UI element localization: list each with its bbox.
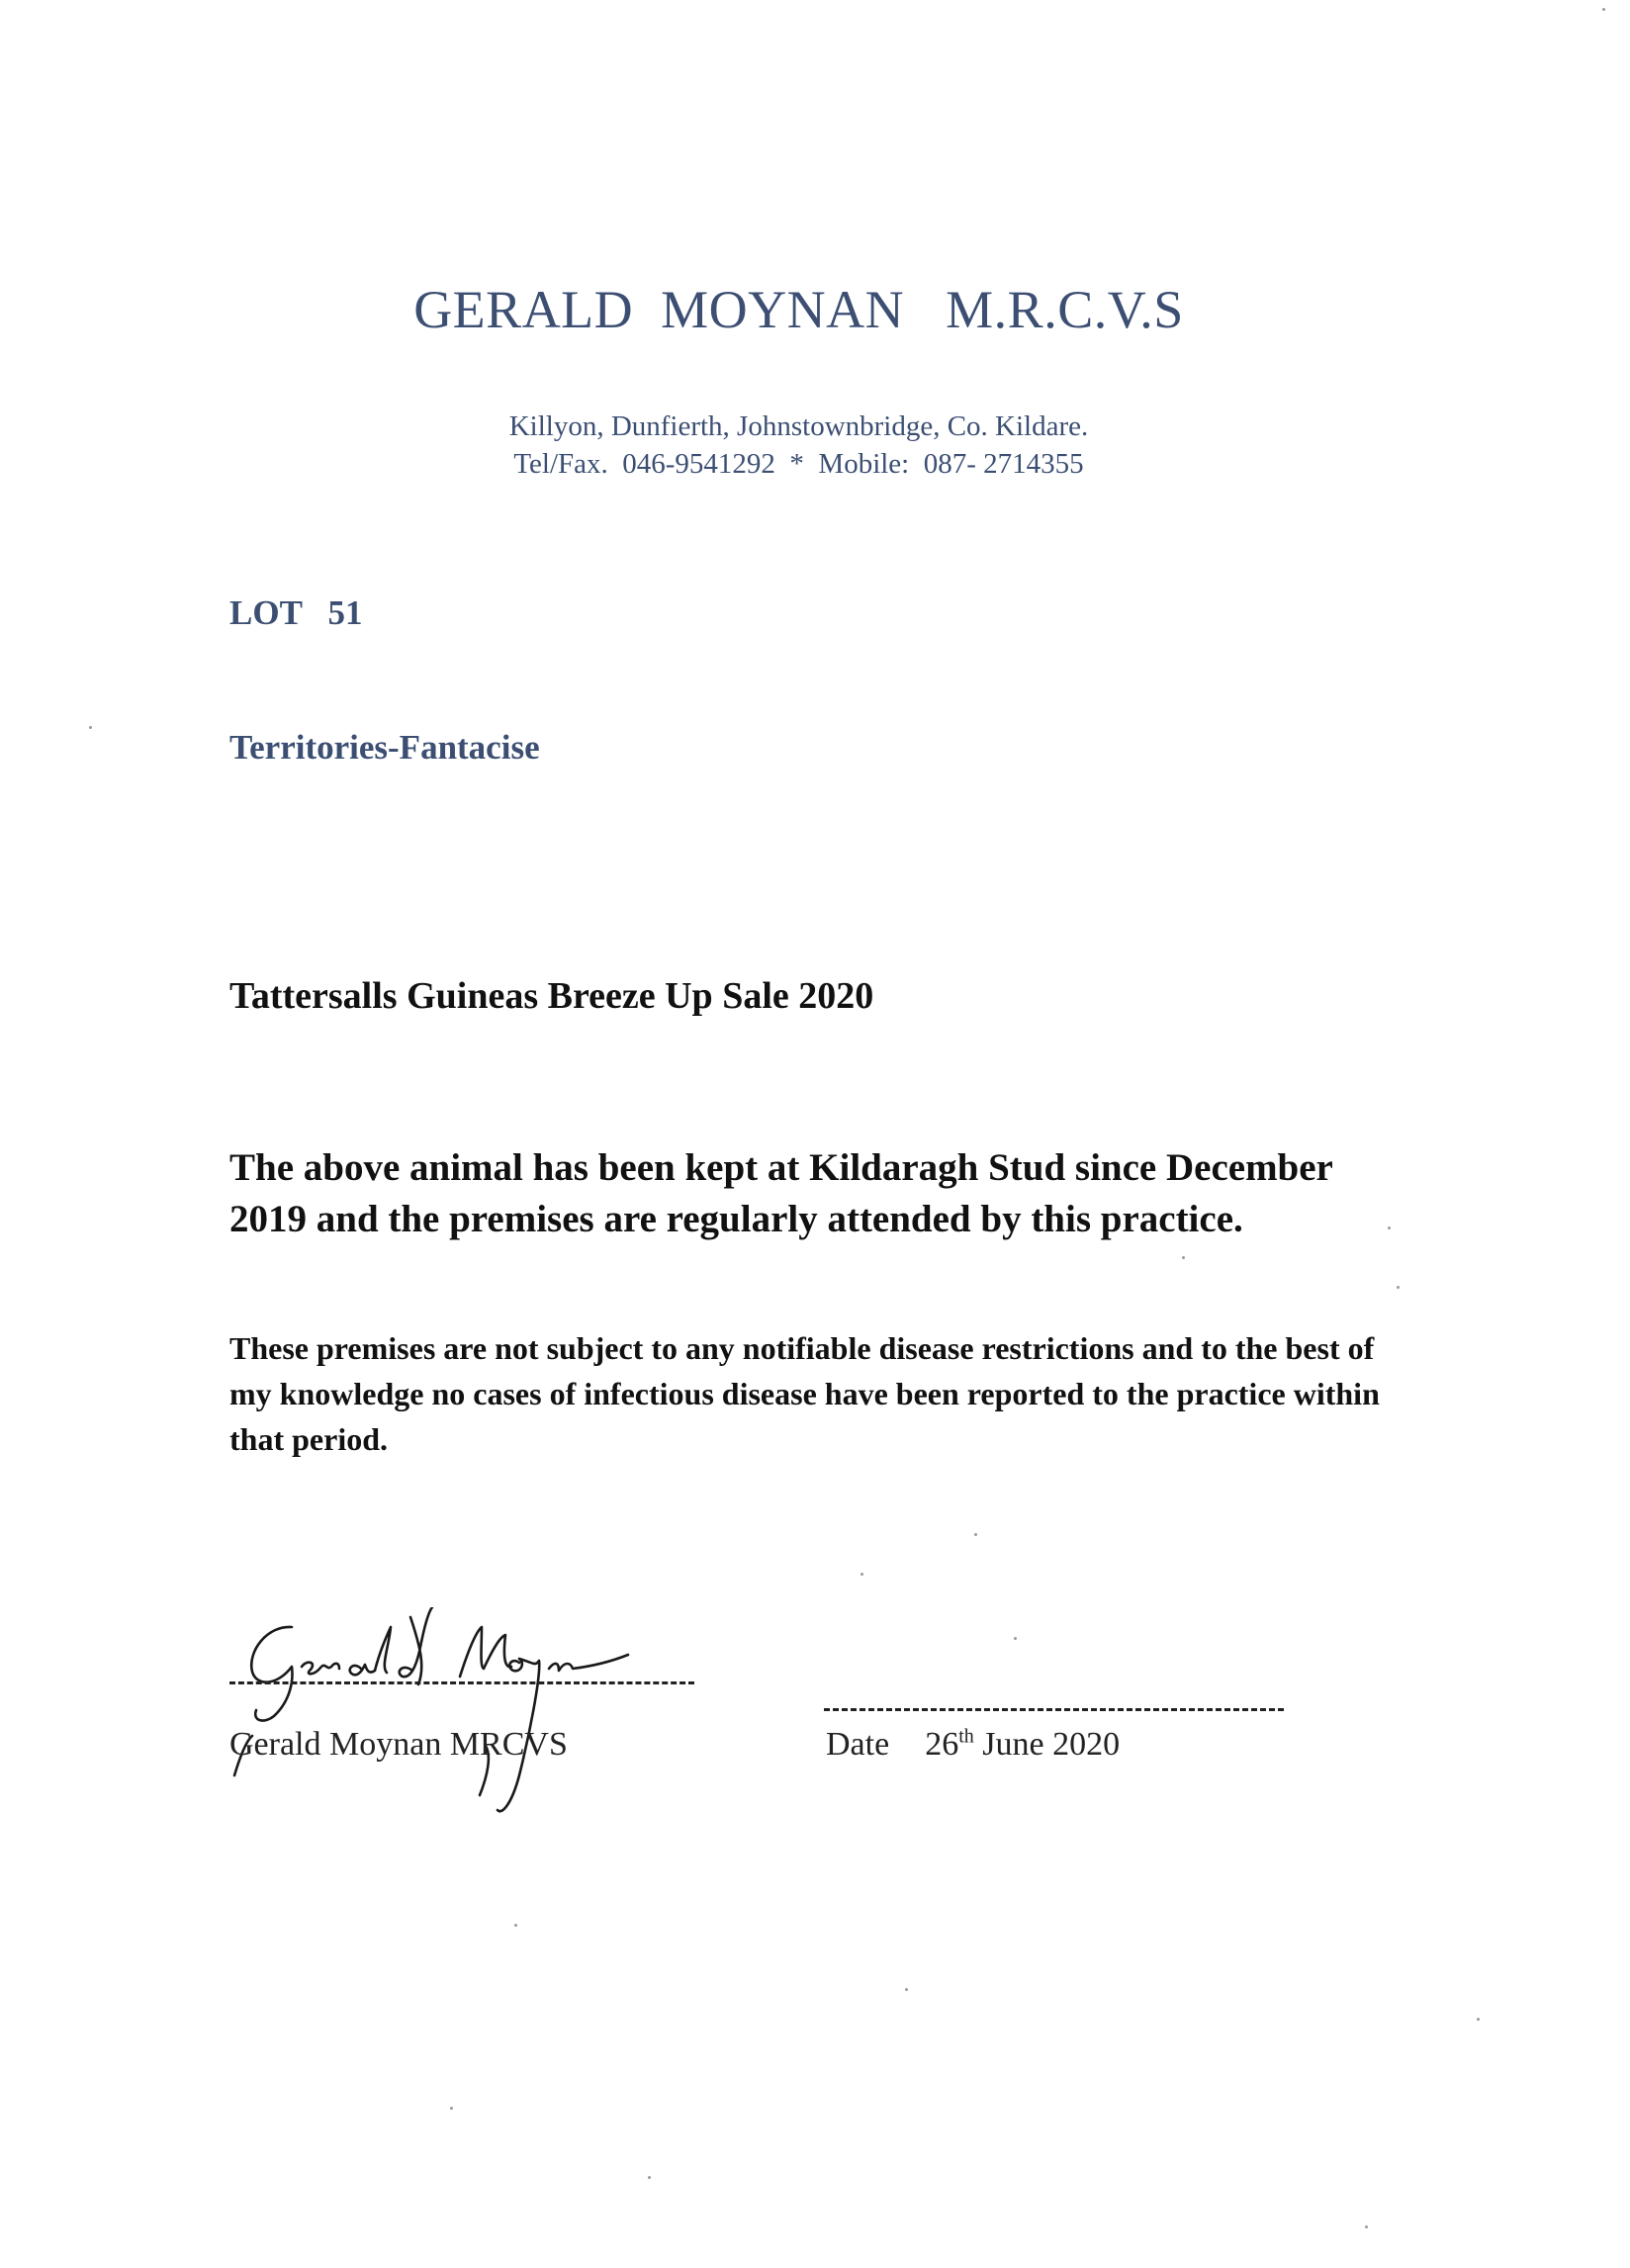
date-rest: June 2020: [973, 1726, 1121, 1764]
scan-speck: [514, 1924, 517, 1927]
sale-title: Tattersalls Guineas Breeze Up Sale 2020: [229, 975, 874, 1017]
scan-speck: [974, 1533, 977, 1536]
kept-statement: The above animal has been kept at Kildaragh Stud since December 2019 and the premises are regularly attended by this practice.: [229, 1146, 1333, 1240]
lot-label: LOT: [229, 593, 303, 632]
scan-speck: [1388, 1226, 1391, 1229]
disease-notice: These premises are not subject to any notifiable disease restrictions and to the best of my knowledge no cases of infectious disease have been reported to the practice within that period.: [229, 1330, 1380, 1457]
lot-heading: [229, 593, 363, 633]
date-day-suffix: th: [958, 1726, 974, 1748]
scan-speck: [1477, 2018, 1480, 2021]
date-value: [925, 1726, 1120, 1763]
horse-name: Territories-Fantacise: [229, 728, 540, 767]
date-line: [824, 1708, 1284, 1711]
date-block: [826, 1726, 1120, 1764]
handwritten-signature: [223, 1607, 717, 1825]
scan-speck: [89, 726, 92, 729]
letterhead-address: [0, 408, 1597, 483]
signatory-name: Gerald Moynan MRCVS: [229, 1726, 568, 1763]
address-line: Killyon, Dunfierth, Johnstownbridge, Co. Kildare.: [508, 410, 1089, 442]
letterhead-name: GERALD MOYNAN M.R.C.V.S: [413, 280, 1184, 339]
date-label: Date: [826, 1726, 890, 1764]
scan-speck: [860, 1573, 863, 1576]
scan-speck: [648, 2176, 651, 2179]
scan-speck: [905, 1988, 908, 1991]
scan-speck: [1365, 2225, 1368, 2228]
signature-line: [229, 1681, 694, 1684]
scan-speck: [1014, 1637, 1017, 1640]
scan-speck: [1397, 1286, 1400, 1289]
lot-number: 51: [327, 593, 363, 632]
contact-line: Tel/Fax. 046-9541292 * Mobile: 087- 2714355: [513, 448, 1084, 480]
date-day: 26: [925, 1726, 959, 1764]
scan-speck: [1602, 8, 1605, 11]
scan-speck: [1182, 1256, 1185, 1259]
scan-speck: [450, 2107, 453, 2110]
